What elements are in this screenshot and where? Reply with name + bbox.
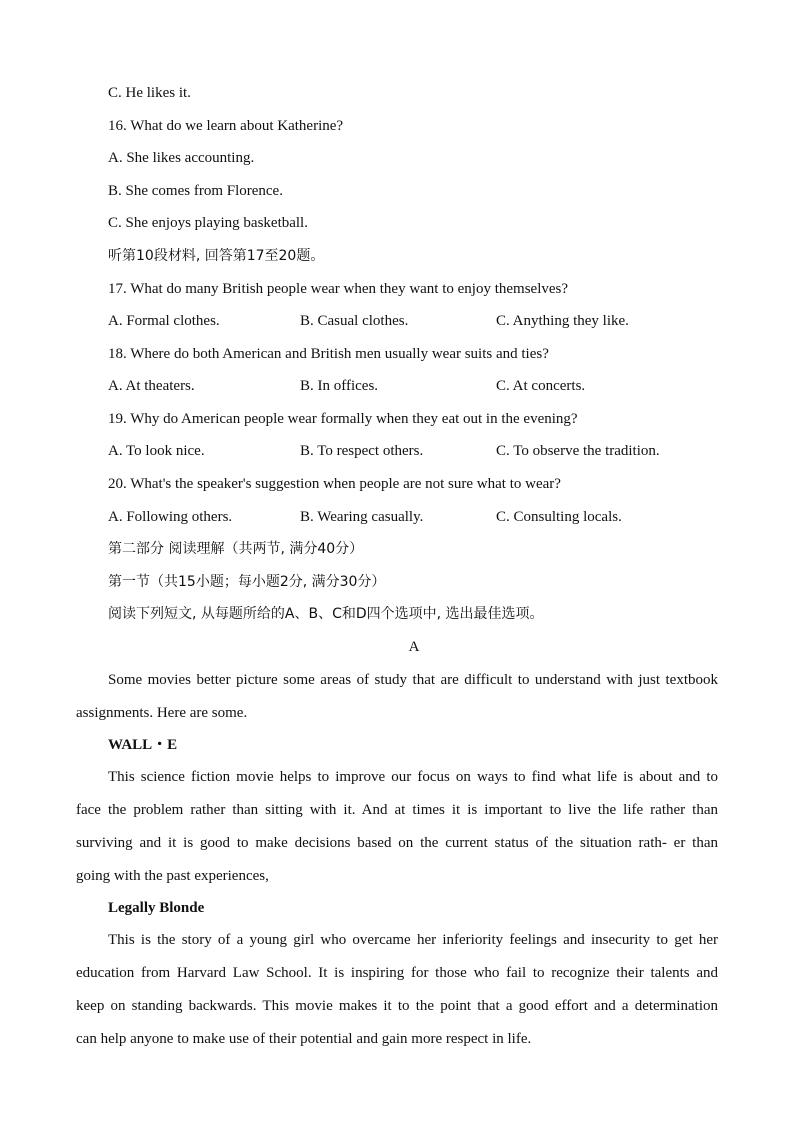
movie1-line: face the problem rather than sitting with it. And at times it is important to live the life rather than <box>76 802 718 818</box>
q19-option-a: A. To look nice. <box>108 443 205 459</box>
q18-question: 18. Where do both American and British men usually wear suits and ties? <box>108 346 549 362</box>
q18-option-b: B. In offices. <box>300 378 379 394</box>
intro-line: Some movies better picture some areas of study that are difficult to understand with just textbook <box>108 672 718 688</box>
q20-option-b: B. Wearing casually. <box>300 509 424 525</box>
movie2-line: can help anyone to make use of their potential and gain more respect in life. <box>76 1031 532 1047</box>
intro-line: assignments. Here are some. <box>76 705 248 721</box>
q20-question: 20. What's the speaker's suggestion when people are not sure what to wear? <box>108 476 561 492</box>
q17-option-c: C. Anything they like. <box>496 313 629 329</box>
q17-question: 17. What do many British people wear when they want to enjoy themselves? <box>108 281 569 297</box>
passage-label: A <box>408 639 420 655</box>
q15-option-c: C. He likes it. <box>108 85 191 101</box>
movie1-paragraph <box>76 767 718 899</box>
q16-option-b: B. She comes from Florence. <box>108 183 283 199</box>
q19-option-c: C. To observe the tradition. <box>496 443 660 459</box>
q16-option-c: C. She enjoys playing basketball. <box>108 215 308 231</box>
q20-option-a: A. Following others. <box>108 509 233 525</box>
q17-option-b: B. Casual clothes. <box>300 313 409 329</box>
movie1-line: going with the past experiences, <box>76 868 269 884</box>
reading-instruction: 阅读下列短文, 从每题所给的A、B、C和D四个选项中, 选出最佳选项。 <box>108 606 544 622</box>
movie2-paragraph <box>76 930 718 1062</box>
q18-option-c: C. At concerts. <box>496 378 586 394</box>
reading-part-title: 第二部分 阅读理解（共两节, 满分40分） <box>108 541 364 557</box>
q19-option-b: B. To respect others. <box>300 443 424 459</box>
movie2-line: education from Harvard Law School. It is inspiring for those who fail to recognize their talents and <box>76 965 718 981</box>
movie1-title: WALL・E <box>108 737 178 753</box>
movie2-line: This is the story of a young girl who overcame her inferiority feelings and insecurity to get her <box>108 932 718 948</box>
movie2-line: keep on standing backwards. This movie makes it to the point that a good effort and a determination <box>76 998 718 1014</box>
intro-paragraph <box>76 670 718 736</box>
q20-option-c: C. Consulting locals. <box>496 509 622 525</box>
q16-question: 16. What do we learn about Katherine? <box>108 118 344 134</box>
q19-question: 19. Why do American people wear formally when they eat out in the evening? <box>108 411 578 427</box>
q18-option-a: A. At theaters. <box>108 378 195 394</box>
movie1-line: surviving and it is good to make decisions based on the current status of the situation rath- er than <box>76 835 718 851</box>
reading-section-title: 第一节（共15小题；每小题2分, 满分30分） <box>108 574 386 590</box>
q17-option-a: A. Formal clothes. <box>108 313 220 329</box>
movie1-line: This science fiction movie helps to improve our focus on ways to find what life is about and to <box>108 769 718 785</box>
section10-instruction: 听第10段材料, 回答第17至20题。 <box>108 248 325 264</box>
movie2-title: Legally Blonde <box>108 900 205 916</box>
q16-option-a: A. She likes accounting. <box>108 150 255 166</box>
